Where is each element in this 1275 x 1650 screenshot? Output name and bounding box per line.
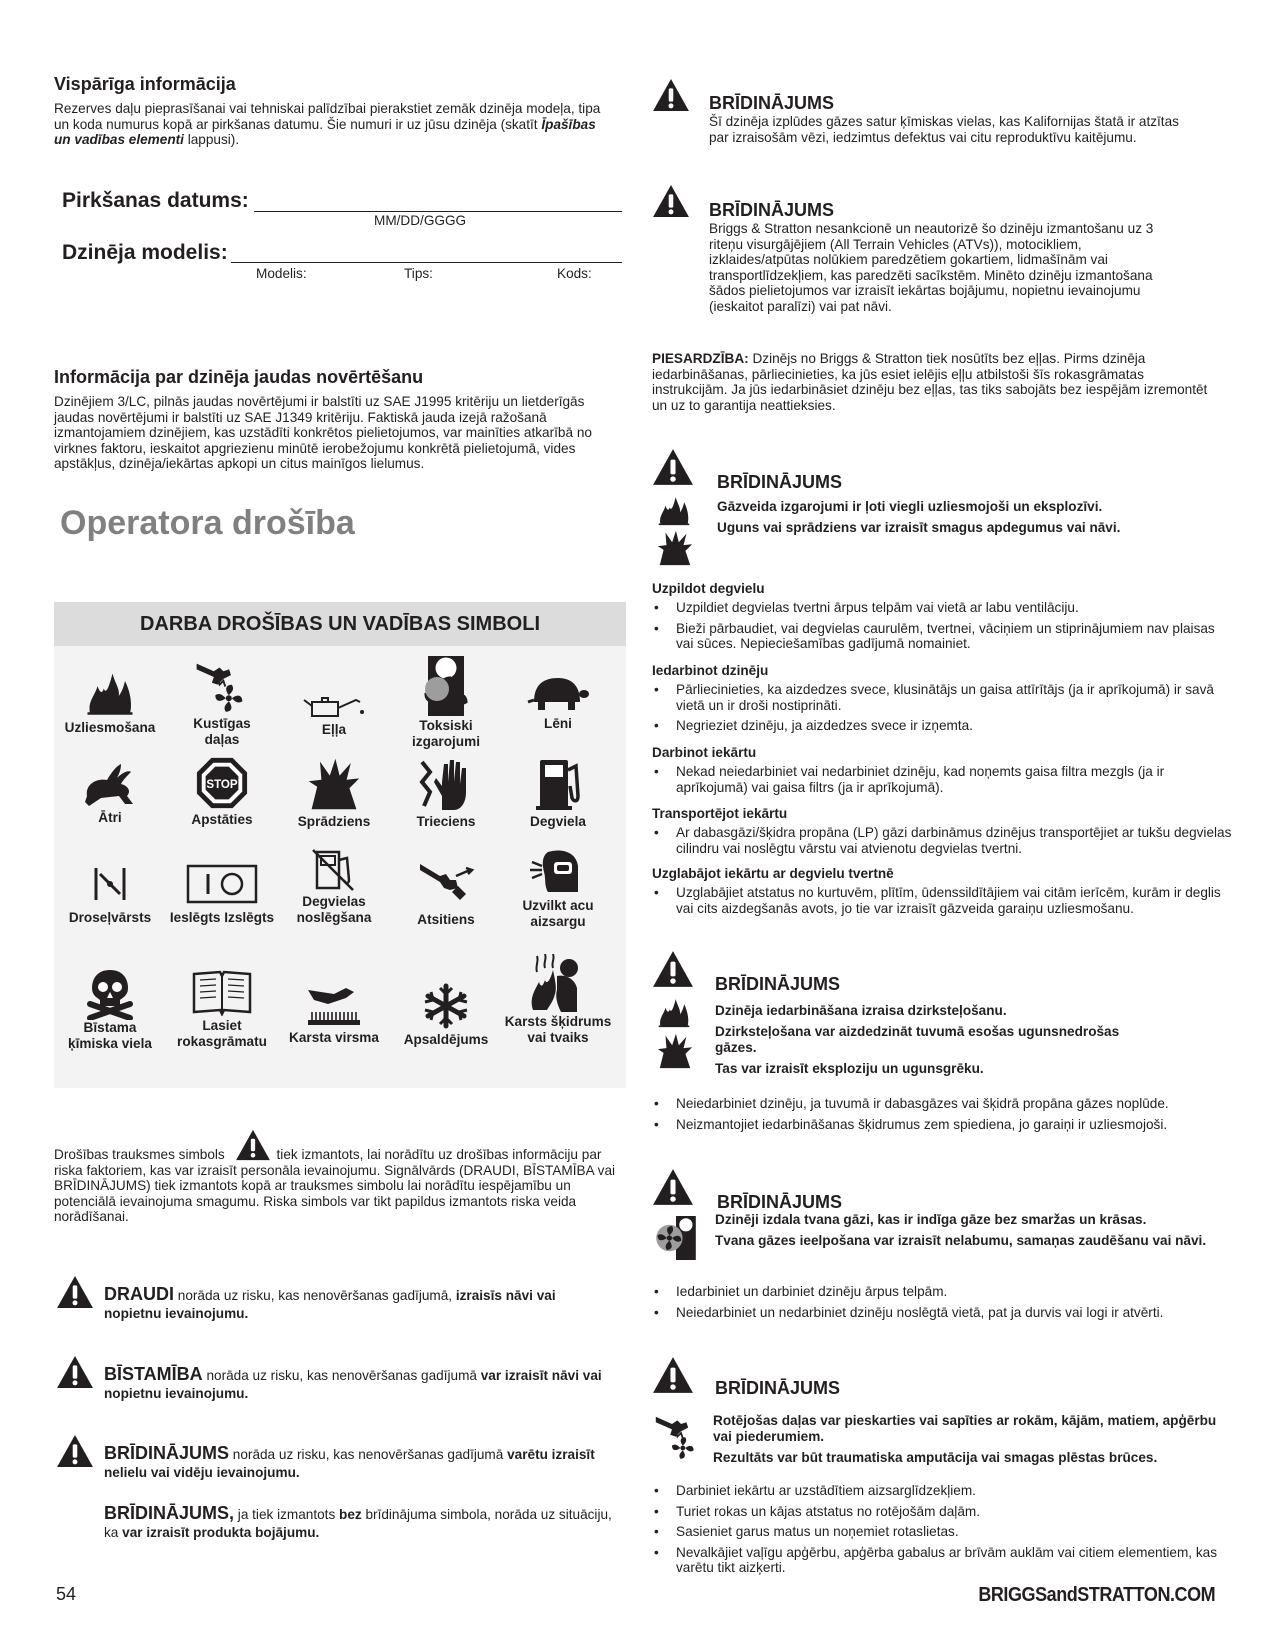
warning-triangle-icon — [652, 448, 694, 486]
warning-triangle-icon — [652, 1168, 694, 1206]
list-item: • Uzglabājiet atstatus no kurtuvēm, plītīm, ūdenssildītājiem vai citām ierīcēm, kurām ir deglis vai cits aizdegšanās avots, jo tie var izraisīt gāzveida garaiņu uzliesmošanu. — [652, 885, 1232, 916]
signal-danger-word: DRAUDI — [104, 1284, 174, 1304]
symbol-fuel — [502, 756, 614, 830]
list-item: • Darbiniet iekārtu ar uzstādītiem aizsarglīdzekļiem. — [652, 1483, 1232, 1499]
symbol-toxic-fumes — [390, 656, 502, 750]
signal-caution-mid: norāda uz risku, kas nenovēršanas gadījumā — [229, 1447, 508, 1462]
warning-6-line2: Rezultāts var būt traumatiska amputācija vai smagas plēstas brūces. — [713, 1450, 1158, 1465]
symbol-label: Lasiet rokasgrāmatu — [177, 1018, 267, 1049]
symbol-label: Apsaldējums — [403, 1032, 489, 1047]
symbol-label: Uzvilkt acu aizsargu — [522, 898, 594, 929]
symbol-label: Atsitiens — [417, 912, 475, 927]
symbol-on-off — [166, 864, 278, 926]
hot-surface-icon — [294, 982, 374, 1028]
moving-parts-icon — [194, 656, 250, 716]
symbol-label: Ātri — [98, 810, 122, 825]
snowflake-icon — [421, 982, 471, 1030]
symbols-panel-title: DARBA DROŠĪBAS UN VADĪBAS SIMBOLI — [54, 602, 626, 646]
warning-2-text: Briggs & Stratton nesankcionē un neautorizē šo dzinēju izmantošanu uz 3 riteņu visurgājējiem (All Terrain Vehicles (ATVs)), motocikliem, izklaides/atpūtas nolūkiem paredzētiem gokartiem, lidmašīnām vai transportlīdzekļiem, kas paredzēti sacīkstēm. Minēto dzinēju izmantošana šādos pielietojumos var izraisīt iekārtas bojājumu, nopietnu ievainojumu (ieskaitot paralīzi) vai pat nāvi. — [709, 221, 1154, 314]
symbol-fast — [54, 762, 166, 826]
signal-notice — [104, 1504, 616, 1542]
warning-3-line1: Gāzveida izgarojumi ir ļoti viegli uzliesmojoši un eksplozīvi. — [717, 499, 1103, 514]
on-off-icon — [186, 864, 258, 904]
symbol-explosion — [278, 756, 390, 830]
symbol-label: Eļļa — [321, 722, 347, 737]
code-hint: Kods: — [557, 266, 592, 281]
caution-label: PIESARDZĪBA: — [652, 351, 749, 366]
symbol-label: Degviela — [530, 814, 586, 829]
turtle-icon — [526, 672, 590, 714]
manual-book-icon — [190, 968, 254, 1016]
symbol-label: Sprādziens — [297, 814, 371, 829]
symbol-label: Karsta virsma — [289, 1030, 379, 1045]
signal-danger-mid: norāda uz risku, kas nenovēršanas gadījumā, — [174, 1288, 456, 1303]
warning-triangle-icon — [652, 1356, 694, 1394]
warning-5-list — [652, 1284, 1232, 1325]
list-item: • Nevalkājiet vaļīgu apģērbu, apģērba gabalus ar brīvām auklām vai citiem elementiem, kas varētu tikt aizķerti. — [652, 1545, 1232, 1576]
symbol-shock — [390, 756, 502, 830]
toxic-fumes-icon — [654, 1215, 698, 1261]
purchase-date-hint: MM/DD/GGGG — [374, 213, 467, 228]
list-item: • Negrieziet dzinēju, ja aizdedzes svece ir izņemta. — [652, 718, 1232, 734]
warning-5-title: BRĪDINĀJUMS — [717, 1192, 843, 1212]
general-info-text-after: lappusi). — [183, 132, 240, 148]
symbol-label: Apstāties — [191, 812, 253, 827]
fuel-group-title: Uzglabājot iekārtu ar degvielu tvertnē — [652, 866, 894, 881]
hot-liquid-icon — [527, 954, 589, 1012]
kickback-icon — [416, 858, 476, 902]
purchase-date-line — [254, 211, 622, 212]
warning-3-line2: Uguns vai sprādziens var izraisīt smagus apdegumus vai nāvi. — [717, 520, 1121, 535]
symbol-eye-protection — [502, 848, 614, 930]
toxic-fumes-icon — [416, 656, 476, 716]
symbol-label: Uzliesmošana — [64, 720, 156, 735]
symbol-label: Ieslēgts Izslēgts — [169, 910, 275, 925]
symbol-fuel-shutoff — [278, 848, 390, 926]
general-info-title: Vispārīga informācija — [54, 74, 236, 94]
symbol-stop — [166, 756, 278, 828]
fuel-pump-icon — [530, 756, 586, 812]
signal-caution-bold: varētu izraisīt nelielu vai vidēju ievainojumu. — [104, 1447, 595, 1480]
eye-protection-icon — [528, 848, 588, 896]
list-item: • Turiet rokas un kājas atstatus no rotējošām daļām. — [652, 1504, 1232, 1520]
list-item: • Nekad neiedarbiniet vai nedarbiniet dzinēju, kad noņemts gaisa filtra mezgls (ja ir aprīkojumā) vai gaisa filtrs (ja ir aprīkojumā). — [652, 764, 1232, 795]
warning-triangle-icon — [652, 78, 690, 112]
warning-triangle-icon — [56, 1434, 94, 1468]
symbol-kickback — [390, 858, 502, 928]
fuel-group-list — [652, 764, 1232, 800]
signal-warning-mid: norāda uz risku, kas nenovēršanas gadījumā — [202, 1368, 481, 1383]
signal-danger-bold: izraisīs nāvi vai nopietnu ievainojumu. — [104, 1288, 556, 1321]
engine-model-line — [231, 262, 622, 263]
fuel-group-list — [652, 825, 1232, 861]
fuel-group-list — [652, 682, 1232, 739]
warning-1-text: Šī dzinēja izplūdes gāzes satur ķīmiskas vielas, kas Kalifornijas štatā ir atzītas par izraisošām vēzi, iedzimtus defektus vai citu reproduktīvu kaitējumu. — [709, 114, 1179, 145]
flame-icon — [656, 492, 692, 526]
symbol-read-manual — [166, 968, 278, 1050]
warning-5-line1: Dzinēji izdala tvana gāzi, kas ir indīga gāze bez smaržas un krāsas. — [715, 1212, 1147, 1227]
power-rating-title: Informācija par dzinēja jaudas novērtēšanu — [54, 367, 424, 387]
symbol-label: Degvielas noslēgšana — [296, 894, 372, 925]
flame-icon — [656, 994, 692, 1028]
warning-4-line3: Tas var izraisīt eksploziju un ugunsgrēku. — [715, 1061, 984, 1076]
warning-4-title: BRĪDINĀJUMS — [715, 974, 841, 994]
rabbit-icon — [81, 762, 139, 808]
flame-icon — [82, 666, 138, 716]
fuel-group-list — [652, 885, 1232, 921]
symbol-label: Bīstama ķīmiska viela — [68, 1020, 152, 1051]
alert-symbol-text — [54, 1145, 618, 1225]
warning-triangle-icon — [652, 950, 694, 988]
explosion-icon — [305, 756, 363, 812]
oil-can-icon — [302, 692, 366, 720]
warning-6-line1: Rotējošas daļas var pieskarties vai sapīties ar rokām, kājām, matiem, apģērbu vai piederumiem. — [713, 1413, 1217, 1444]
signal-danger — [104, 1285, 616, 1323]
explosion-icon — [656, 1030, 694, 1072]
symbol-label: Droseļvārsts — [68, 910, 152, 925]
fuel-group-list — [652, 600, 1232, 657]
symbol-hot-surface — [278, 982, 390, 1046]
fuel-group-title: Darbinot iekārtu — [652, 745, 757, 760]
symbol-label: Kustīgas daļas — [193, 716, 251, 747]
symbol-hazardous-chemical — [54, 968, 166, 1052]
signal-warning-word: BĪSTAMĪBA — [104, 1364, 203, 1384]
symbol-choke — [54, 866, 166, 926]
warning-4-line1: Dzinēja iedarbināšana izraisa dzirksteļošanu. — [715, 1003, 1007, 1018]
signal-warning-bold: var izraisīt nāvi vai nopietnu ievainojumu. — [104, 1368, 602, 1401]
purchase-date-label: Pirkšanas datums: — [62, 189, 249, 212]
signal-caution — [104, 1444, 624, 1482]
fuel-shutoff-icon — [309, 848, 359, 892]
list-item: • Iedarbiniet un darbiniet dzinēju ārpus telpām. — [652, 1284, 1232, 1300]
signal-caution-word: BRĪDINĀJUMS — [104, 1443, 230, 1463]
fuel-group-title: Iedarbinot dzinēju — [652, 663, 769, 678]
warning-6-title: BRĪDINĀJUMS — [715, 1378, 841, 1398]
warning-2-title: BRĪDINĀJUMS — [709, 200, 835, 220]
symbol-label: Karsts šķidrums vai tvaiks — [504, 1014, 612, 1045]
alert-text-b: tiek izmantots, lai norādītu uz drošības informāciju par riska faktoriem, kas var izraisīt personāla ievainojumu. Signālvārds (DRAUDI, BĪSTAMĪBA vai BRĪDINĀJUMS) tiek izmantots kopā ar trauksmes simbolu lai norādītu iespējamību un potenciālā ievainojuma smagumu. Riska simbols var tikt papildus izmantots riska veida norādīšanai. — [54, 1147, 616, 1225]
caution-text — [652, 351, 1222, 413]
warning-4-line2: Dzirksteļošana var aizdedzināt tuvumā esošas ugunsnedrošas gāzes. — [715, 1024, 1120, 1055]
symbols-panel — [54, 602, 626, 1088]
symbol-label: Toksiski izgarojumi — [412, 718, 480, 749]
symbol-frostbite — [390, 982, 502, 1048]
svg-text:STOP: STOP — [206, 778, 238, 791]
engine-model-label: Dzinēja modelis: — [62, 241, 228, 264]
warning-1-title: BRĪDINĀJUMS — [709, 93, 835, 113]
explosion-icon — [656, 528, 694, 568]
alert-text-a: Drošības trauksmes simbols — [54, 1147, 225, 1162]
list-item: • Bieži pārbaudiet, vai degvielas caurulēm, tvertnei, vāciņiem un stiprinājumiem nav plaisas vai sūces. Nepieciešamības gadījumā nomainiet. — [652, 621, 1232, 652]
list-item: • Ar dabasgāzi/šķidra propāna (LP) gāzi darbināmus dzinējus transportējiet ar tukšu degvielas cilindru vai noslēgtu vārstu vai atvienotu degvielas tvertni. — [652, 825, 1232, 856]
list-item: • Pārliecinieties, ka aizdedzes svece, klusinātājs un gaisa attīrītājs (ja ir aprīkojumā) ir savā vietā un ir droši nostiprināti. — [652, 682, 1232, 713]
signal-notice-mid: ja tiek izmantots — [234, 1507, 340, 1522]
symbol-moving-parts — [166, 656, 278, 748]
choke-icon — [90, 866, 130, 902]
signal-notice-bold: bez — [339, 1507, 362, 1522]
list-item: • Neiedarbiniet un nedarbiniet dzinēju noslēgtā vietā, pat ja durvis vai logi ir atvērti. — [652, 1305, 1232, 1321]
section-title: Operatora drošība — [60, 504, 355, 542]
warning-triangle-icon — [56, 1275, 94, 1309]
power-rating-text: Dzinējiem 3/LC, pilnās jaudas novērtējumi ir balstīti uz SAE J1995 kritēriju un lietderīgās jaudas novērtējumi ir balstīti uz SAE J1349 kritēriju. Faktiskā jauda izejā ražošanā izmantojamiem dzinējiem, kas uzstādīti konkrētos pielietojumos, var mainīties atkarībā no virknes faktoru, ieskaitot apgriezienu minūtē ierobežojumu konkrētā pielietojumā, vides apstākļus, dzinēja/iekārtas apkopi un citus mainīgos lielumus. — [54, 394, 592, 472]
list-item: • Uzpildiet degvielas tvertni ārpus telpām vai vietā ar labu ventilāciju. — [652, 600, 1232, 616]
caution-body: Dzinējs no Briggs & Stratton tiek nosūtīts bez eļļas. Pirms dzinēja iedarbināšanas, pārliecinieties, ka jūs esiet ielējis eļļu atbilstoši šīs rokasgrāmatas instrukcijām. Ja jūs iedarbināsiet dzinēju bez eļļas, tas tiks sabojāts bez iespējām izremontēt un uz to garantija neattieksies. — [652, 351, 1208, 413]
symbol-label: Lēni — [544, 716, 572, 731]
model-hint: Modelis: — [256, 266, 307, 281]
list-item: • Sasieniet garus matus un noņemiet rotaslietas. — [652, 1524, 1232, 1540]
warning-3-title: BRĪDINĀJUMS — [717, 472, 843, 492]
brand-url: BRIGGSandSTRATTON.COM — [978, 1584, 1215, 1606]
shock-icon — [414, 756, 478, 812]
list-item: • Neiedarbiniet dzinēju, ja tuvumā ir dabasgāzes vai šķidrā propāna gāzes noplūde. — [652, 1096, 1232, 1112]
warning-5-line2: Tvana gāzes ieelpošana var izraisīt nelabumu, samaņas zaudēšanu vai nāvi. — [715, 1233, 1207, 1248]
symbol-turtle — [502, 672, 614, 732]
symbol-oil — [278, 692, 390, 738]
page-number: 54 — [56, 1584, 77, 1604]
fuel-group-title: Transportējot iekārtu — [652, 806, 788, 821]
general-info-text — [54, 101, 616, 148]
warning-triangle-icon — [56, 1355, 94, 1389]
symbol-flame — [54, 666, 166, 736]
warning-triangle-icon — [235, 1129, 271, 1161]
features-link: Īpašības un vadības elementi — [54, 116, 596, 148]
signal-notice-bold2: var izraisīt produkta bojājumu. — [122, 1525, 320, 1540]
type-hint: Tips: — [404, 266, 433, 281]
warning-4-list — [652, 1096, 1232, 1137]
warning-6-list — [652, 1483, 1232, 1581]
symbol-label: Trieciens — [416, 814, 476, 829]
skull-icon — [82, 968, 138, 1020]
signal-warning — [104, 1365, 616, 1403]
fuel-group-title: Uzpildot degvielu — [652, 581, 765, 596]
general-info-text-before: Rezerves daļu pieprasīšanai vai tehniskai palīdzībai pierakstiet zemāk dzinēja modeļa, tipa un koda numurus kopā ar pirkšanas datumu. Šie numuri ir uz jūsu dzinēja (skatīt — [54, 101, 601, 132]
list-item: • Neizmantojiet iedarbināšanas šķidrumus zem spiediena, jo garaiņi ir uzliesmojoši. — [652, 1117, 1232, 1133]
symbol-hot-liquid — [494, 954, 622, 1046]
moving-parts-icon — [654, 1408, 702, 1464]
stop-sign-icon — [194, 756, 250, 810]
warning-triangle-icon — [652, 184, 690, 218]
signal-notice-end: brīdinājuma simbola, norāda uz situāciju, ka — [104, 1507, 612, 1540]
signal-notice-word: BRĪDINĀJUMS, — [104, 1503, 235, 1523]
